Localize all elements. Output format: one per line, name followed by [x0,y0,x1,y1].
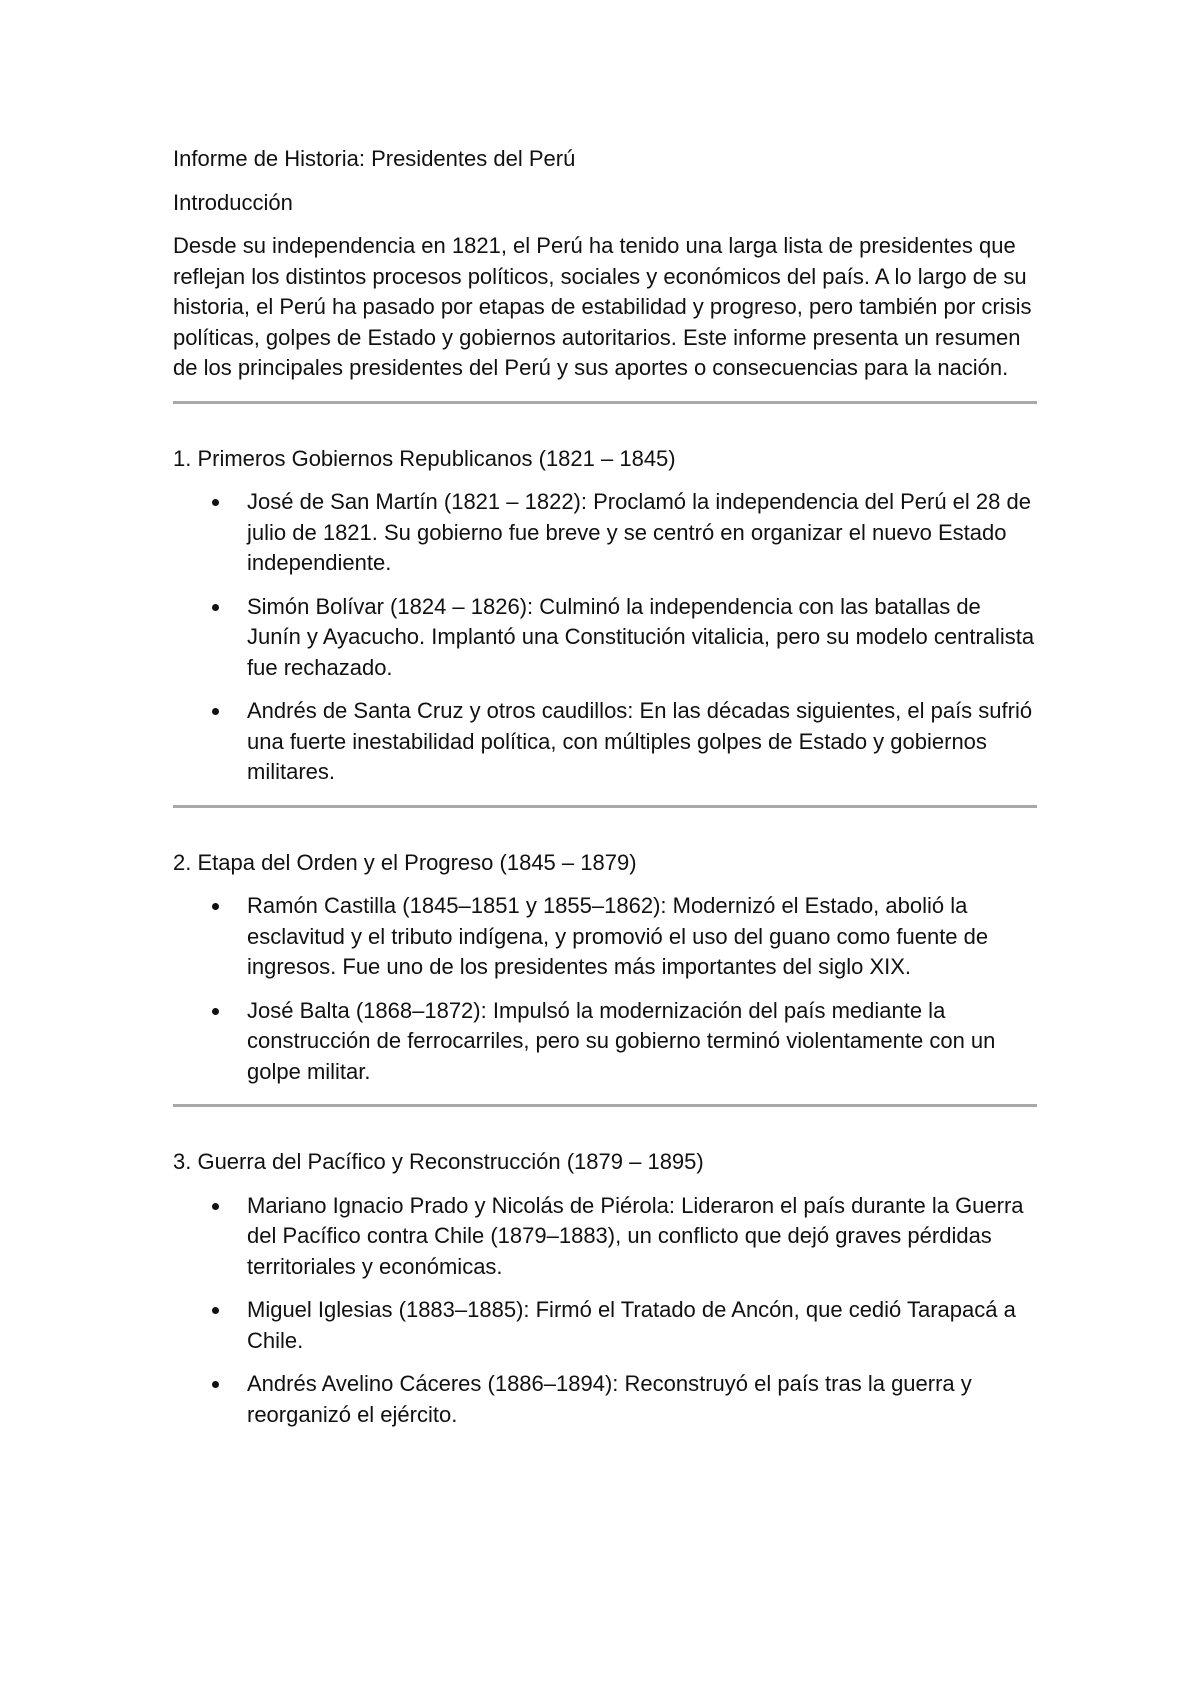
list-item-text: Simón Bolívar (1824 – 1826): Culminó la independencia con las batallas de Junín y Ayacucho. Implantó una Constitución vitalicia, pero su modelo centralista fue rechazado. [247,593,1035,680]
bullet-icon [212,708,219,715]
list-item [173,592,1035,684]
list-item [173,891,1035,983]
list-item [173,996,1035,1088]
list-item [173,1369,1035,1430]
section-2 [173,848,1035,1108]
section-divider [173,1104,1037,1107]
section-heading: 1. Primeros Gobiernos Republicanos (1821 – 1845) [173,445,676,471]
bullet-list [173,487,1035,788]
bullet-icon [212,604,219,611]
list-item [173,487,1035,579]
intro-paragraph: Desde su independencia en 1821, el Perú ha tenido una larga lista de presidentes que reflejan los distintos procesos políticos, sociales y económicos del país. A lo largo de su historia, el Perú ha pasado por etapas de estabilidad y progreso, pero también por crisis políticas, golpes de Estado y gobiernos autoritarios. Este informe presenta un resumen de los principales presidentes del Perú y sus aportes o consecuencias para la nación. [173,233,1032,380]
list-item-text: José de San Martín (1821 – 1822): Proclamó la independencia del Perú el 28 de julio de 1821. Su gobierno fue breve y se centró en organizar el nuevo Estado independiente. [247,489,1031,575]
document-title: Informe de Historia: Presidentes del Perú [173,146,576,171]
section-divider [173,401,1037,404]
list-item-text: José Balta (1868–1872): Impulsó la modernización del país mediante la construcción de ferrocarriles, pero su gobierno terminó violentamente con un golpe militar. [247,997,996,1084]
bullet-list [173,891,1035,1087]
intro-heading: Introducción [173,189,293,215]
list-item-text: Andrés de Santa Cruz y otros caudillos: En las décadas siguientes, el país sufrió una fuerte inestabilidad política, con múltiples golpes de Estado y gobiernos militares. [247,698,1033,784]
list-item [173,1191,1035,1283]
section-heading: 2. Etapa del Orden y el Progreso (1845 – 1879) [173,849,637,875]
bullet-icon [212,1307,219,1314]
section-1 [173,444,1035,808]
list-item [173,696,1035,788]
list-item-text: Miguel Iglesias (1883–1885): Firmó el Tratado de Ancón, que cedió Tarapacá a Chile. [247,1297,1016,1353]
bullet-icon [212,1203,219,1210]
list-item-text: Mariano Ignacio Prado y Nicolás de Piérola: Lideraron el país durante la Guerra del Pacífico contra Chile (1879–1883), un conflicto que dejó graves pérdidas territoriales y económicas. [247,1192,1024,1279]
bullet-icon [212,903,219,910]
list-item [173,1295,1035,1356]
list-item-text: Andrés Avelino Cáceres (1886–1894): Reconstruyó el país tras la guerra y reorganizó el ejército. [247,1371,972,1427]
section-3 [173,1147,1035,1430]
bullet-list [173,1191,1035,1431]
section-divider [173,805,1037,808]
document-page [173,144,1035,1430]
bullet-icon [212,499,219,506]
list-item-text: Ramón Castilla (1845–1851 y 1855–1862): Modernizó el Estado, abolió la esclavitud y el tributo indígena, y promovió el uso del guano como fuente de ingresos. Fue uno de los presidentes más importantes del siglo XIX. [247,893,989,979]
bullet-icon [212,1381,219,1388]
bullet-icon [212,1008,219,1015]
section-heading: 3. Guerra del Pacífico y Reconstrucción (1879 – 1895) [173,1149,704,1174]
